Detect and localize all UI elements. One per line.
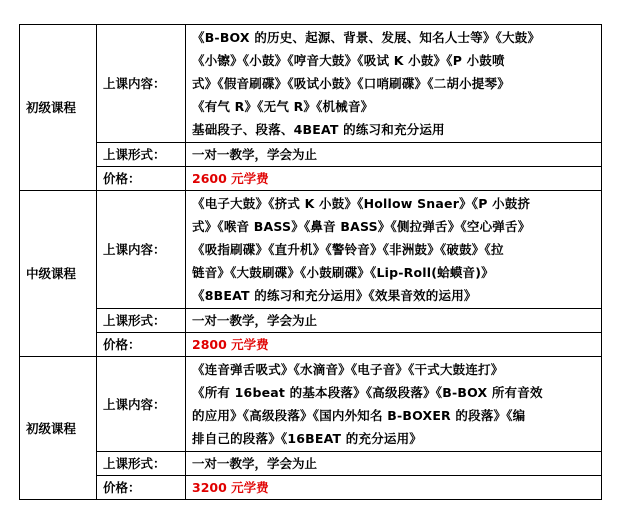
content-line: 的应用》《高级段落》《国内外知名 B-BOXER 的段落》《编 <box>192 408 526 423</box>
course-row-content <box>20 191 602 309</box>
content-line: 链音》《大鼓刷碟》《小鼓刷碟》《Lip-Roll(蛤蟆音)》 <box>192 265 494 280</box>
course-level: 初级课程 <box>20 357 97 500</box>
content-label: 上课内容： <box>97 191 186 309</box>
content-line: 《8BEAT 的练习和充分运用》《效果音效的运用》 <box>192 288 477 303</box>
content-cell <box>186 191 602 309</box>
content-label: 上课内容： <box>97 357 186 452</box>
content-line: 《电子大鼓》《挤式 K 小鼓》《Hollow Snaer》《P 小鼓挤 <box>192 196 531 211</box>
content-cell <box>186 25 602 143</box>
price-value: 2600 元学费 <box>186 167 602 191</box>
form-label: 上课形式： <box>97 452 186 476</box>
content-line: 《所有 16beat 的基本段落》《高级段落》《B-BOX 所有音效 <box>192 385 543 400</box>
price-value: 3200 元学费 <box>186 476 602 500</box>
content-line: 《B-BOX 的历史、起源、背景、发展、知名人士等》《大鼓》 <box>192 30 541 45</box>
content-label: 上课内容： <box>97 25 186 143</box>
course-row-form <box>20 309 602 333</box>
price-label: 价格： <box>97 476 186 500</box>
course-table <box>19 24 602 500</box>
form-value: 一对一教学，学会为止 <box>186 143 602 167</box>
content-cell <box>186 357 602 452</box>
content-line: 排自己的段落》《16BEAT 的充分运用》 <box>192 431 422 446</box>
form-value: 一对一教学，学会为止 <box>186 452 602 476</box>
course-row-price <box>20 476 602 500</box>
content-line: 《小镲》《小鼓》《哼音大鼓》《吸试 K 小鼓》《P 小鼓喷 <box>192 53 505 68</box>
content-line: 《有气 R》《无气 R》《机械音》 <box>192 99 374 114</box>
price-label: 价格： <box>97 333 186 357</box>
course-level: 初级课程 <box>20 25 97 191</box>
course-row-content <box>20 25 602 143</box>
course-row-form <box>20 452 602 476</box>
content-line: 《吸指刷碟》《直升机》《警铃音》《非洲鼓》《破鼓》《拉 <box>192 242 504 257</box>
course-row-price <box>20 333 602 357</box>
form-value: 一对一教学，学会为止 <box>186 309 602 333</box>
course-row-price <box>20 167 602 191</box>
content-line: 式》《喉音 BASS》《鼻音 BASS》《侧拉弹舌》《空心弹舌》 <box>192 219 531 234</box>
content-line: 式》《假音刷碟》《吸试小鼓》《口哨刷碟》《二胡小提琴》 <box>192 76 510 91</box>
content-line: 《连音弹舌吸式》《水滴音》《电子音》《干式大鼓连打》 <box>192 362 504 377</box>
price-label: 价格： <box>97 167 186 191</box>
course-row-content <box>20 357 602 452</box>
content-line: 基础段子、段落、4BEAT 的练习和充分运用 <box>192 122 445 137</box>
price-value: 2800 元学费 <box>186 333 602 357</box>
course-level: 中级课程 <box>20 191 97 357</box>
form-label: 上课形式： <box>97 143 186 167</box>
course-row-form <box>20 143 602 167</box>
form-label: 上课形式： <box>97 309 186 333</box>
